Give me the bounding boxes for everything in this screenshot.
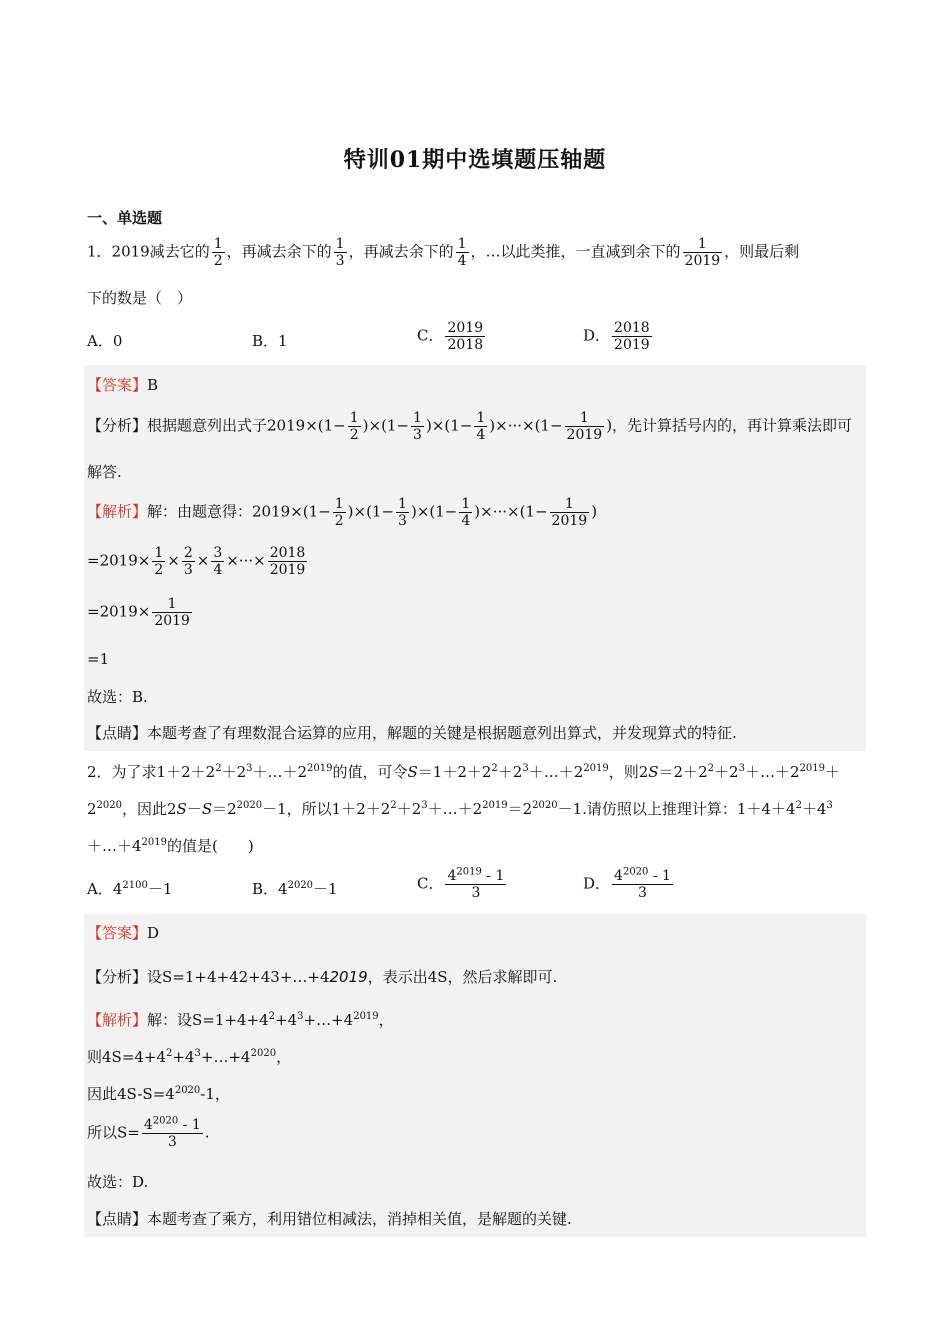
q1-option-b: B．1 (252, 332, 288, 350)
q1-answer: 【答案】B (87, 376, 159, 394)
q1-solution: 【解析】解：由题意得：2019×(1− $\frac{1}{2}$ )×(1− $\frac{1}{3}$ )×(1− $\frac{1}{4}$ )×···×(1− $\frac{1}{2019}$ ) (87, 496, 598, 530)
section-heading: 一、单选题 (87, 209, 163, 227)
q1-analysis: 【分析】根据题意列出式子2019×(1− $\frac{1}{2}$ )×(1− $\frac{1}{3}$ )×(1− $\frac{1}{4}$ )×···×(1− $\frac{1}{2019}$ )，先计算括号内的，再计算乘法即可 (87, 410, 853, 444)
q1-step2: =2019× $\frac{1}{2019}$ (87, 596, 190, 630)
q2-option-a: A．$4^{2100}-1$ (87, 880, 173, 898)
q1-comment: 【点睛】本题考查了有理数混合运算的应用，解题的关键是根据题意列出算式，并发现算式的特征. (87, 724, 737, 742)
q2-analysis: 【分析】设S=1+4+42+43+…+42019，表示出4S，然后求解即可. (87, 968, 558, 986)
answer-tag: 【答案】 (87, 376, 148, 394)
q2-option-d: D． $\frac{4^{2020} - 1}{3}$ (583, 866, 671, 902)
q2-stem-line1: 2．为了求$1+2+2^2+2^3+\dots+2^{2019}$的值，可令$S=1+2+2^2+2^3+\dots+2^{2019}$，则$2S=2+2^2+2^3+\dots+2^{2019}+$ (87, 763, 840, 781)
q1-option-d: D． $\frac{2018}{2019}$ (583, 320, 650, 354)
q1-stem-text: ，则最后剩 (724, 242, 800, 261)
q2-solution: 【解析】解：设$S=1+4+4^2+4^3+\dots+4^{2019}$， (87, 1011, 394, 1029)
solution-tag: 【解析】 (87, 1011, 148, 1029)
answer-tag: 【答案】 (87, 924, 148, 942)
q1-stem-text: 1．2019减去它的 (87, 242, 210, 261)
q2-comment: 【点睛】本题考查了乘方，利用错位相减法，消掉相关值，是解题的关键. (87, 1210, 572, 1228)
q2-choose: 故选：D. (87, 1173, 149, 1191)
q2-sol3: 因此$4S-S=4^{2020}-1$， (87, 1085, 230, 1103)
q2-sol2: 则$4S=4+4^2+4^3+\dots+4^{2020}$， (87, 1048, 292, 1066)
fraction: $\frac{1}{3}$ (335, 236, 345, 270)
q1-step3: =1 (87, 650, 110, 668)
q1-stem-line1 (87, 236, 799, 269)
q2-answer: 【答案】D (87, 924, 160, 942)
q1-choose: 故选：B. (87, 688, 148, 706)
q1-option-a: A．0 (87, 332, 123, 350)
q1-stem-text: ，再减去余下的 (348, 242, 454, 261)
q1-stem-text: ，再减去余下的 (226, 242, 332, 261)
page-title: 特训01期中选填题压轴题 (343, 147, 607, 173)
q2-answer-box (84, 914, 866, 1237)
q2-option-c: C． $\frac{4^{2019} - 1}{3}$ (417, 866, 505, 902)
q1-stem-text: ，…以此类推，一直减到余下的 (470, 242, 681, 261)
q1-option-c: C． $\frac{2019}{2018}$ (417, 320, 484, 354)
solution-tag: 【解析】 (87, 502, 148, 521)
q1-stem-line2: 下的数是（ ） (87, 289, 193, 307)
fraction: $\frac{1}{2}$ (213, 236, 223, 270)
q2-stem-line2: $2^{2020}$，因此$2S-S=2^{2020}-1$，所以$1+2+2^2+2^3+\dots+2^{2019}=2^{2020}-1$.请仿照以上推理计算：$1+4+4^2+4^3$ (87, 800, 833, 818)
q1-step1: =2019× $\frac{1}{2}$ × $\frac{2}{3}$ × $\frac{3}{4}$ ×···× $\frac{2018}{2019}$ (87, 545, 306, 579)
q2-stem-line3: $+\dots+4^{2019}$的值是( ) (87, 837, 254, 855)
q1-analysis-line2: 解答. (87, 463, 122, 481)
q2-option-b: B．$4^{2020}-1$ (252, 880, 338, 898)
q2-sol4: 所以S= $\frac{4^{2020} - 1}{3}$ . (87, 1115, 210, 1151)
fraction: $\frac{1}{4}$ (457, 236, 467, 270)
fraction: $\frac{1}{2019}$ (684, 236, 721, 270)
